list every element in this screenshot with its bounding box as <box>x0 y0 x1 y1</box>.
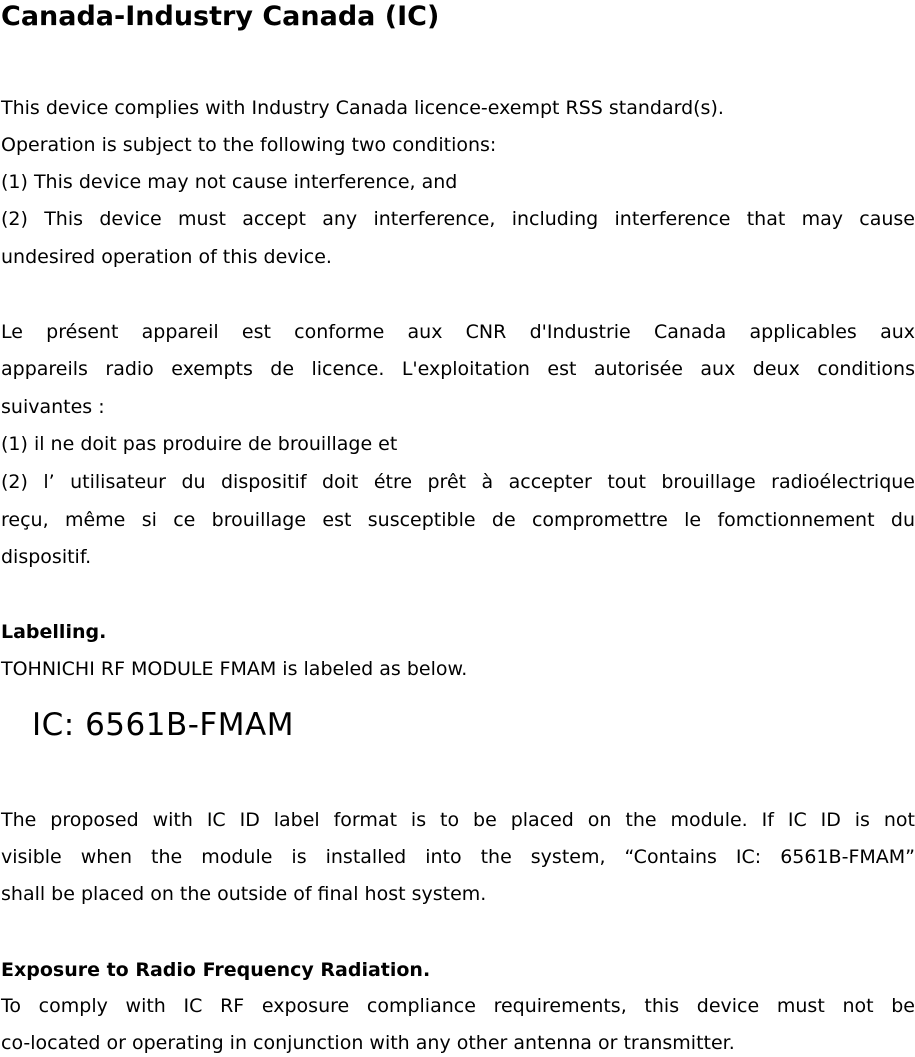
french-condition-2: (2) l’ utilisateur du dispositif doit étre prêt à accepter tout brouillage radioélectrique <box>1 471 915 493</box>
french-notice-line-1: Le présent appareil est conforme aux CNR d'Industrie Canada applicables aux <box>1 321 915 343</box>
french-notice-line-3: suivantes : <box>1 396 105 418</box>
french-condition-1: (1) il ne doit pas produire de brouillage et <box>1 433 398 455</box>
french-condition-2-continued: reçu, même si ce brouillage est susceptible de compromettre le fomctionnement du <box>1 509 915 531</box>
placement-line-1: The proposed with IC ID label format is to be placed on the module. If IC ID is not <box>1 809 915 831</box>
english-condition-2: (2) This device must accept any interference, including interference that may cause <box>1 208 915 230</box>
english-condition-2-continued: undesired operation of this device. <box>1 246 332 268</box>
labelling-text: TOHNICHI RF MODULE FMAM is labeled as below. <box>1 658 468 680</box>
exposure-line-2: co-located or operating in conjunction with any other antenna or transmitter. <box>1 1032 735 1054</box>
french-condition-2-end: dispositif. <box>1 546 92 568</box>
labelling-heading: Labelling. <box>1 621 107 643</box>
ic-id-label: IC: 6561B-FMAM <box>32 707 294 743</box>
placement-line-2: visible when the module is installed into the system, “Contains IC: 6561B-FMAM” <box>1 846 915 868</box>
french-notice-line-2: appareils radio exempts de licence. L'exploitation est autorisée aux deux conditions <box>1 358 915 380</box>
page-title: Canada-Industry Canada (IC) <box>1 1 440 32</box>
english-notice-line-1: This device complies with Industry Canada licence-exempt RSS standard(s). <box>1 97 724 119</box>
exposure-heading: Exposure to Radio Frequency Radiation. <box>1 959 431 981</box>
english-notice-line-2: Operation is subject to the following two conditions: <box>1 134 497 156</box>
exposure-line-1: To comply with IC RF exposure compliance requirements, this device must not be <box>1 995 915 1017</box>
placement-line-3: shall be placed on the outside of final host system. <box>1 883 487 905</box>
english-condition-1: (1) This device may not cause interference, and <box>1 171 458 193</box>
